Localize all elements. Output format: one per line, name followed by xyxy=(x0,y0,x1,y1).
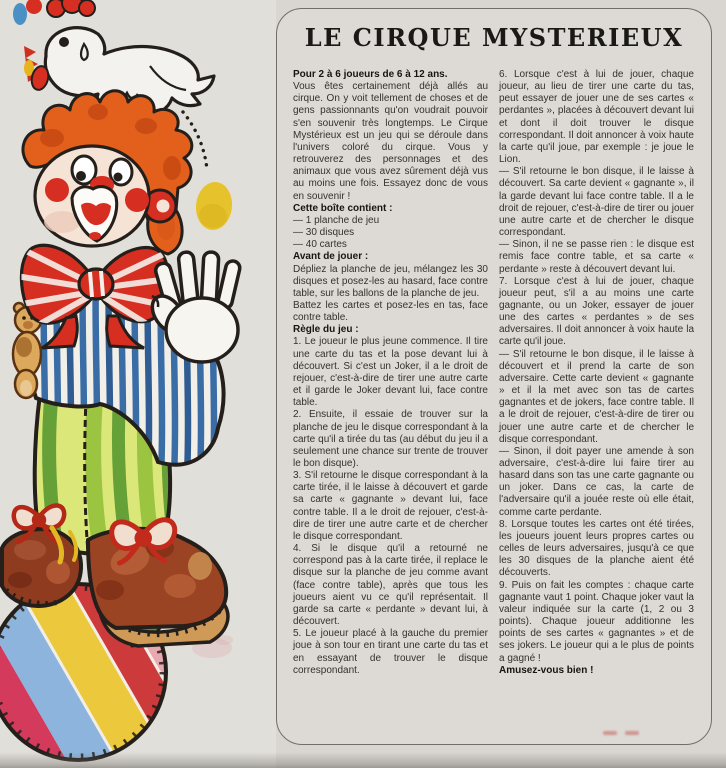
box-contents-heading: Cette boîte contient : xyxy=(293,202,393,214)
players-heading: Pour 2 à 6 joueurs de 6 à 12 ans. xyxy=(293,69,448,80)
rule-step: — Sinon, il doit payer une amende à son adversaire, c'est-à-dire lui faire tirer au hasard dans son tas une carte gagnante ou un joker. Dans ce cas, la carte de l'adversaire qu'il a jouée reste où elle était, comme carte perdante. xyxy=(499,445,694,518)
rule-step: — S'il retourne le bon disque, il le laisse à découvert. Sa carte devient « gagnante », il la garde devant lui face contre table. Il a le droit de rejouer, c'est-à-dire de tirer ou jouer une autre carte et de chercher le disque correspondant. xyxy=(499,166,694,239)
rule-step: — Sinon, il ne se passe rien : le disque est remis face contre table, et sa carte « perdante » reste à découvert devant lui. xyxy=(499,239,694,275)
rule-step: 6. Lorsque c'est à lui de jouer, chaque joueur, au lieu de tirer une carte du tas, peut essayer de jouer une de ses cartes « perdantes », placées à découvert devant lui et dont il doit trouver le disque correspondant. Il doit annoncer à voix haute la carte qu'il joue, par exemple : je joue le Lion. xyxy=(499,69,694,166)
box-item: — 1 planche de jeu xyxy=(293,214,380,226)
before-play-paragraph: Battez les cartes et posez-les en tas, face contre table. xyxy=(293,299,488,324)
clown-face xyxy=(35,146,149,246)
rule-step: 5. Le joueur placé à la gauche du premier joue à son tour en tirant une carte du tas et en essayant de trouver le disque correspondant. xyxy=(293,628,488,676)
rule-step: 8. Lorsque toutes les cartes ont été tirées, les joueurs jouent leurs propres cartes ou celles de leurs adversaires, jusqu'à ce que les 30 disques de la planche aient été découverts. xyxy=(499,518,694,579)
right-column xyxy=(499,69,694,677)
before-play-heading: Avant de jouer : xyxy=(293,251,369,263)
rule-step: 7. Lorsque c'est à lui de jouer, chaque joueur peut, s'il a au moins une carte gagnante, ou un Joker, essayer de jouer une des cartes « perdantes » de ses adversaires. Il doit annoncer à voix haute la carte qu'il joue. xyxy=(499,275,694,348)
rule-step: 2. Ensuite, il essaie de trouver sur la planche de jeu le disque correspondant à la carte qu'il a tirée du tas (au début du jeu il a seulement une chance sur trente de trouver le bon disque). xyxy=(293,409,488,469)
rule-step: 9. Puis on fait les comptes : chaque carte gagnante vaut 1 point. Chaque joker vaut la valeur indiquée sur la carte (1, 2 ou 3 points). Chaque joueur additionne les points de ses cartes « gagnantes » et de ses jokers. Le joueur qui a le plus de points a gagné ! xyxy=(499,579,694,664)
closing-line: Amusez-vous bien ! xyxy=(499,664,594,676)
page-title: LE CIRQUE MYSTERIEUX xyxy=(304,23,684,52)
before-play-paragraph: Dépliez la planche de jeu, mélangez les 30 disques et posez-les au hasard, face contre table, sur les ballons de la planche de jeu. xyxy=(293,263,488,299)
left-shoe xyxy=(2,529,81,606)
clown-illustration xyxy=(0,0,276,768)
rule-step: 1. Le joueur le plus jeune commence. Il tire une carte du tas et la pose devant lui à découvert. Si c'est un Joker, il a le droit de rejouer, c'est-à-dire de tirer une autre carte et il garde le Joker devant lui, face contre table. xyxy=(293,336,488,409)
left-column xyxy=(293,69,488,677)
box-item: — 30 disques xyxy=(293,227,355,239)
rule-step: — S'il retourne le bon disque, il le laisse à découvert et il prend la carte de son adversaire. Cette carte devient « gagnante » et il la met avec son tas de cartes gagnantes et de jokers, face contre table. Il a le droit de rejouer, c'est-à-dire de tirer ou jouer une autre carte et de chercher le disque correspondant. xyxy=(499,348,694,445)
rules-heading: Règle du jeu : xyxy=(293,324,359,336)
intro-paragraph: Vous êtes certainement déjà allés au cirque. On y voit tellement de choses et de gens passionnants qu'on voudrait pouvoir s'en souvenir très longtemps. Le Cirque Mystérieux est un jeu qui se déroule dans l'univers coloré du cirque. Vous y retrouverez des personnages et des animaux que vous avez sûrement déjà vus au moins une fois. Essayez donc de vous en souvenir ! xyxy=(293,81,488,202)
text-columns xyxy=(293,69,694,677)
rule-step: 4. Si le disque qu'il a retourné ne correspond pas à la carte tirée, il replace le disque sur la planche de jeu comme avant (face contre table), après que tous les joueurs aient vu ce qu'il représentait. Il garde sa carte « perdante » devant lui, à découvert. xyxy=(293,543,488,628)
box-item: — 40 cartes xyxy=(293,239,347,251)
rule-step: 3. S'il retourne le disque correspondant à la carte tirée, il le laisse à découvert et garde sa carte « gagnante » devant lui, face contre table. Il a le droit de rejouer, c'est-à-dire de tirer une autre carte et de chercher le disque correspondant. xyxy=(293,470,488,542)
rules-panel xyxy=(276,8,712,745)
faded-red-marks xyxy=(603,722,663,730)
